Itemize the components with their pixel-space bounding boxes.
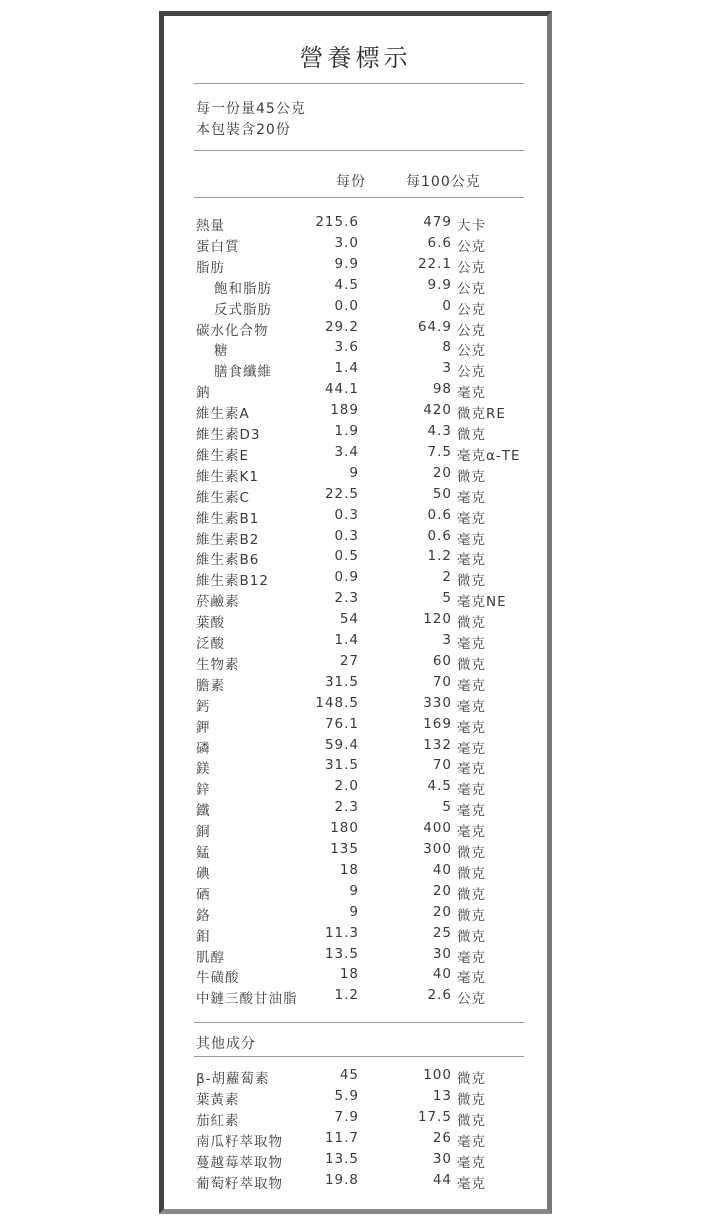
nutrient-row: [164, 611, 544, 631]
per-serving-value: 0.0: [334, 297, 359, 314]
column-header-per-100g: 每100公克: [406, 174, 481, 190]
divider: [194, 1022, 524, 1023]
per-100g-value: 420: [423, 402, 452, 419]
per-serving-value: 3.4: [334, 443, 359, 460]
nutrient-row: [164, 757, 544, 777]
unit: 公克: [457, 364, 486, 381]
nutrient-row: [164, 632, 544, 652]
nutrient-name: 維生素D3: [196, 427, 261, 443]
per-serving-value: 1.4: [334, 360, 359, 377]
nutrient-name: 泛酸: [196, 636, 225, 652]
unit: 微克: [457, 845, 486, 861]
nutrient-name: 反式脂肪: [214, 301, 272, 318]
nutrient-name: 蔓越莓萃取物: [196, 1154, 283, 1171]
unit: 毫克α-TE: [457, 447, 521, 464]
per-serving-value: 44.1: [324, 381, 359, 398]
per-100g-value: 40: [432, 966, 452, 983]
per-serving-value: 0.3: [334, 506, 359, 523]
per-serving-value: 135: [330, 841, 359, 857]
nutrient-row: [164, 569, 544, 589]
nutrient-name: 蛋白質: [196, 238, 240, 255]
nutrient-name: 銅: [196, 824, 211, 841]
nutrient-row: [164, 1172, 544, 1192]
nutrient-row: [164, 360, 544, 380]
per-serving-value: 11.3: [324, 924, 359, 941]
nutrient-name: 膽素: [196, 677, 225, 694]
unit: 微克: [457, 468, 486, 485]
per-100g-value: 60: [432, 652, 452, 669]
unit: 毫克: [457, 719, 486, 736]
nutrient-name: 菸鹼素: [196, 594, 240, 611]
per-100g-value: 30: [432, 1150, 452, 1167]
per-100g-value: 8: [442, 339, 452, 356]
nutrition-label-card: [159, 11, 552, 1214]
per-100g-value: 17.5: [417, 1108, 452, 1125]
nutrient-name: 鈣: [196, 698, 211, 715]
nutrient-name: 膳食纖維: [214, 364, 272, 381]
unit: 微克: [457, 865, 486, 882]
nutrient-row: [164, 737, 544, 757]
nutrient-row: [164, 862, 544, 882]
nutrient-name: 葉黃素: [196, 1091, 240, 1108]
unit: 微克: [457, 928, 486, 945]
nutrient-name: 中鏈三酸甘油脂: [196, 991, 298, 1008]
per-serving-value: 9: [349, 882, 359, 899]
nutrient-row: [164, 883, 544, 903]
per-100g-value: 3: [442, 360, 452, 377]
nutrient-name: 茄紅素: [196, 1112, 240, 1129]
unit: 毫克: [457, 552, 486, 569]
unit: 公克: [457, 301, 486, 318]
nutrient-row: [164, 799, 544, 819]
nutrient-row: [164, 674, 544, 694]
per-100g-value: 44: [432, 1171, 452, 1188]
nutrient-row: [164, 695, 544, 715]
nutrient-row: [164, 946, 544, 966]
divider: [194, 1056, 524, 1057]
nutrient-name: 脂肪: [196, 259, 225, 276]
per-100g-value: 400: [423, 820, 452, 837]
per-serving-value: 2.3: [334, 799, 359, 816]
per-serving-value: 11.7: [324, 1129, 359, 1146]
nutrient-name: 生物素: [196, 656, 240, 673]
unit: 微克: [457, 615, 486, 632]
per-serving-value: 0.5: [334, 548, 359, 565]
per-100g-value: 30: [432, 945, 452, 962]
per-100g-value: 2: [442, 569, 452, 586]
per-100g-value: 9.9: [427, 276, 452, 293]
per-100g-value: 4.3: [427, 423, 452, 439]
nutrient-row: [164, 1088, 544, 1108]
per-100g-value: 132: [423, 736, 452, 753]
unit: 公克: [457, 238, 486, 255]
per-100g-value: 100: [423, 1067, 452, 1083]
label-title: 營養標示: [299, 44, 412, 72]
per-serving-value: 18: [339, 861, 359, 878]
unit: 毫克: [457, 636, 486, 652]
per-100g-value: 40: [432, 861, 452, 878]
nutrient-name: 維生素K1: [196, 468, 259, 485]
per-serving-value: 215.6: [315, 214, 359, 230]
unit: 公克: [457, 343, 486, 360]
nutrient-row: [164, 778, 544, 798]
unit: 毫克: [457, 1133, 486, 1150]
nutrient-name: 維生素B1: [196, 510, 260, 527]
nutrient-row: [164, 298, 544, 318]
unit: 微克: [457, 427, 486, 443]
unit: 毫克: [457, 385, 486, 402]
column-header-per-serving: 每份: [336, 174, 366, 190]
per-100g-value: 20: [432, 903, 452, 920]
nutrient-name: 維生素A: [196, 406, 250, 423]
per-100g-value: 20: [432, 464, 452, 481]
per-serving-value: 29.2: [324, 318, 359, 335]
per-serving-value: 0.3: [334, 527, 359, 544]
per-serving-value: 1.9: [334, 423, 359, 439]
per-100g-value: 2.6: [427, 987, 452, 1004]
unit: 微克: [457, 886, 486, 903]
per-100g-value: 479: [423, 214, 452, 230]
nutrient-name: 鈉: [196, 385, 211, 402]
per-serving-value: 2.0: [334, 778, 359, 795]
nutrient-row: [164, 319, 544, 339]
nutrient-row: [164, 528, 544, 548]
per-100g-value: 98: [432, 381, 452, 398]
nutrient-row: [164, 590, 544, 610]
per-100g-value: 1.2: [427, 548, 452, 565]
serving-size: 每一份量45公克: [196, 101, 306, 117]
nutrient-name: 葡萄籽萃取物: [196, 1175, 283, 1192]
nutrient-row: [164, 841, 544, 861]
per-serving-value: 9: [349, 903, 359, 920]
nutrient-row: [164, 465, 544, 485]
nutrient-row: [164, 423, 544, 443]
per-100g-value: 5: [442, 590, 452, 607]
nutrient-name: 維生素B6: [196, 552, 260, 569]
nutrient-name: 肌醇: [196, 949, 225, 966]
unit: 毫克: [457, 761, 486, 778]
nutrient-name: 維生素B12: [196, 573, 269, 590]
nutrient-row: [164, 507, 544, 527]
unit: 微克: [457, 656, 486, 673]
per-100g-value: 4.5: [427, 778, 452, 795]
unit: 微克: [457, 907, 486, 924]
per-serving-value: 2.3: [334, 590, 359, 607]
per-100g-value: 7.5: [427, 443, 452, 460]
nutrient-row: [164, 235, 544, 255]
nutrient-name: 錳: [196, 845, 211, 861]
per-100g-value: 64.9: [417, 318, 452, 335]
per-serving-value: 45: [339, 1067, 359, 1083]
nutrient-row: [164, 214, 544, 234]
nutrient-name: 維生素B2: [196, 531, 260, 548]
per-100g-value: 13: [432, 1087, 452, 1104]
nutrient-name: 碳水化合物: [196, 322, 269, 339]
nutrient-name: 磷: [196, 740, 211, 757]
per-serving-value: 27: [339, 652, 359, 669]
nutrient-row: [164, 1109, 544, 1129]
unit: 大卡: [457, 218, 486, 234]
nutrient-name: 飽和脂肪: [214, 280, 272, 297]
per-serving-value: 3.6: [334, 339, 359, 356]
per-serving-value: 3.0: [334, 234, 359, 251]
nutrient-row: [164, 1130, 544, 1150]
unit: 毫克: [457, 803, 486, 820]
nutrient-row: [164, 548, 544, 568]
unit: 毫克: [457, 970, 486, 987]
nutrient-row: [164, 987, 544, 1007]
nutrient-name: 熱量: [196, 218, 225, 234]
per-100g-value: 26: [432, 1129, 452, 1146]
other-ingredients-title: 其他成分: [196, 1036, 256, 1052]
per-100g-value: 70: [432, 673, 452, 690]
unit: 公克: [457, 322, 486, 339]
nutrient-row: [164, 1151, 544, 1171]
nutrient-row: [164, 277, 544, 297]
unit: 毫克: [457, 1175, 486, 1192]
per-serving-value: 31.5: [324, 757, 359, 774]
divider: [194, 150, 524, 151]
per-100g-value: 300: [423, 841, 452, 857]
unit: 毫克: [457, 1154, 486, 1171]
unit: 微克RE: [457, 406, 506, 423]
nutrient-row: [164, 716, 544, 736]
unit: 微克: [457, 1071, 486, 1087]
per-serving-value: 76.1: [324, 715, 359, 732]
per-serving-value: 31.5: [324, 673, 359, 690]
nutrient-row: [164, 381, 544, 401]
unit: 微克: [457, 1112, 486, 1129]
nutrient-name: β-胡蘿蔔素: [196, 1071, 270, 1087]
nutrient-name: 糖: [214, 343, 229, 360]
nutrient-row: [164, 925, 544, 945]
per-100g-value: 3: [442, 632, 452, 648]
unit: 微克: [457, 573, 486, 590]
servings-per-package: 本包裝含20份: [196, 122, 291, 138]
unit: 毫克: [457, 489, 486, 506]
per-100g-value: 330: [423, 694, 452, 711]
nutrient-name: 硒: [196, 886, 211, 903]
per-serving-value: 0.9: [334, 569, 359, 586]
per-100g-value: 169: [423, 715, 452, 732]
per-serving-value: 19.8: [324, 1171, 359, 1188]
per-serving-value: 13.5: [324, 1150, 359, 1167]
nutrient-row: [164, 256, 544, 276]
per-serving-value: 5.9: [334, 1087, 359, 1104]
nutrient-name: 鉬: [196, 928, 211, 945]
unit: 毫克: [457, 531, 486, 548]
per-serving-value: 189: [330, 402, 359, 419]
nutrient-row: [164, 402, 544, 422]
per-100g-value: 70: [432, 757, 452, 774]
per-serving-value: 59.4: [324, 736, 359, 753]
nutrient-row: [164, 820, 544, 840]
nutrient-row: [164, 653, 544, 673]
nutrient-row: [164, 339, 544, 359]
nutrient-name: 鋅: [196, 782, 211, 799]
unit: 毫克: [457, 740, 486, 757]
nutrient-row: [164, 904, 544, 924]
per-serving-value: 9.9: [334, 255, 359, 272]
nutrient-row: [164, 444, 544, 464]
unit: 毫克: [457, 782, 486, 799]
per-serving-value: 1.4: [334, 632, 359, 648]
nutrient-row: [164, 486, 544, 506]
unit: 公克: [457, 280, 486, 297]
per-serving-value: 9: [349, 464, 359, 481]
per-100g-value: 120: [423, 611, 452, 628]
unit: 毫克: [457, 510, 486, 527]
per-100g-value: 50: [432, 485, 452, 502]
nutrient-name: 鉻: [196, 907, 211, 924]
per-100g-value: 5: [442, 799, 452, 816]
per-100g-value: 22.1: [417, 255, 452, 272]
unit: 微克: [457, 1091, 486, 1108]
nutrient-name: 維生素E: [196, 447, 250, 464]
unit: 毫克NE: [457, 594, 507, 611]
nutrient-name: 鎂: [196, 761, 211, 778]
unit: 毫克: [457, 698, 486, 715]
unit: 公克: [457, 991, 486, 1008]
nutrient-name: 牛磺酸: [196, 970, 240, 987]
unit: 毫克: [457, 824, 486, 841]
per-serving-value: 148.5: [315, 694, 359, 711]
nutrient-name: 葉酸: [196, 615, 225, 632]
nutrient-name: 南瓜籽萃取物: [196, 1133, 283, 1150]
nutrient-row: [164, 1067, 544, 1087]
per-serving-value: 18: [339, 966, 359, 983]
nutrient-name: 鐵: [196, 803, 211, 820]
per-serving-value: 4.5: [334, 276, 359, 293]
per-serving-value: 1.2: [334, 987, 359, 1004]
per-100g-value: 25: [432, 924, 452, 941]
per-100g-value: 0.6: [427, 506, 452, 523]
nutrient-name: 鉀: [196, 719, 211, 736]
divider: [194, 83, 524, 84]
unit: 毫克: [457, 677, 486, 694]
per-serving-value: 180: [330, 820, 359, 837]
per-serving-value: 22.5: [324, 485, 359, 502]
divider: [194, 197, 524, 198]
per-100g-value: 20: [432, 882, 452, 899]
nutrient-row: [164, 966, 544, 986]
per-serving-value: 54: [339, 611, 359, 628]
nutrient-name: 維生素C: [196, 489, 250, 506]
nutrient-name: 碘: [196, 865, 211, 882]
per-serving-value: 13.5: [324, 945, 359, 962]
per-100g-value: 0.6: [427, 527, 452, 544]
per-100g-value: 6.6: [427, 234, 452, 251]
per-serving-value: 7.9: [334, 1108, 359, 1125]
per-100g-value: 0: [442, 297, 452, 314]
unit: 毫克: [457, 949, 486, 966]
unit: 公克: [457, 259, 486, 276]
